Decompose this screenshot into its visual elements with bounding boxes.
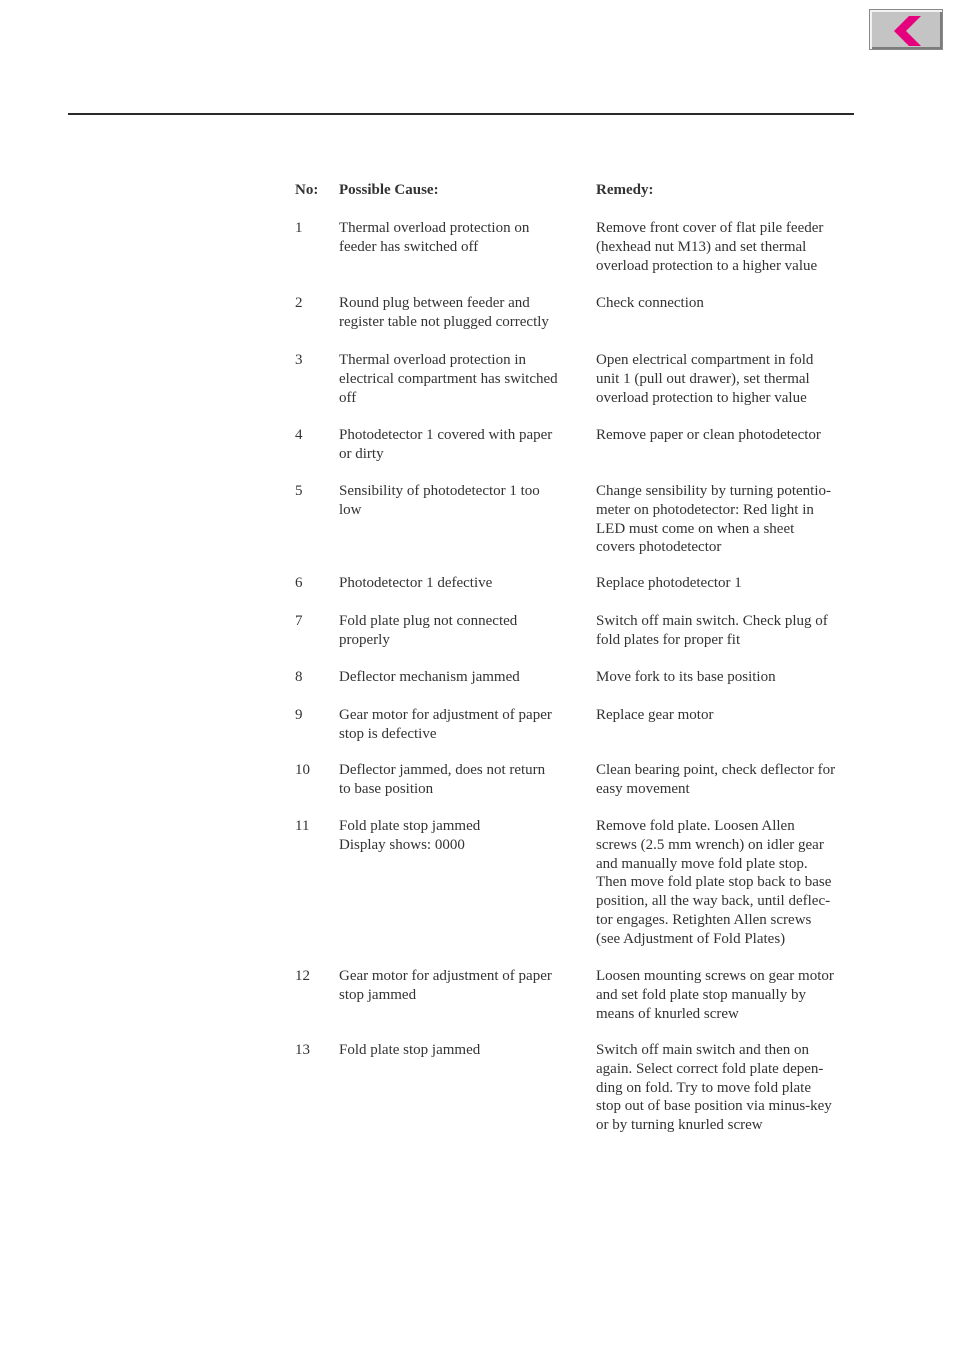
cause-line: Photodetector 1 defective <box>339 575 493 591</box>
cause-line: stop jammed <box>339 986 417 1003</box>
cause-line: electrical compartment has switched <box>339 370 558 387</box>
back-button[interactable] <box>869 9 943 50</box>
row-cause <box>339 482 579 520</box>
remedy-line: position, all the way back, until deflec- <box>596 893 831 910</box>
remedy-line: again. Select correct fold plate depen- <box>596 1060 824 1077</box>
row-cause <box>339 706 579 744</box>
cause-line: Fold plate stop jammed <box>339 818 481 834</box>
cause-line: Fold plate plug not connected <box>339 613 518 629</box>
row-cause <box>339 219 579 257</box>
remedy-line: Switch off main switch and then on <box>596 1042 810 1058</box>
row-number: 10 <box>295 762 310 778</box>
cause-line: Display shows: 0000 <box>339 836 465 853</box>
row-number: 2 <box>295 295 303 311</box>
remedy-line: Open electrical compartment in fold <box>596 352 814 368</box>
row-remedy <box>596 706 856 725</box>
remedy-line: covers photodetector <box>596 539 722 556</box>
cause-line: low <box>339 501 362 518</box>
row-cause <box>339 761 579 799</box>
row-cause <box>339 426 579 464</box>
remedy-line: screws (2.5 mm wrench) on idler gear <box>596 836 824 853</box>
cause-line: feeder has switched off <box>339 238 479 255</box>
remedy-line: and manually move fold plate stop. <box>596 855 808 872</box>
cause-line: Gear motor for adjustment of paper <box>339 707 552 723</box>
row-cause <box>339 967 579 1005</box>
cause-line: properly <box>339 631 390 648</box>
remedy-line: Remove paper or clean photodetector <box>596 427 821 443</box>
row-number: 5 <box>295 483 303 499</box>
remedy-line: Clean bearing point, check deflector for <box>596 762 836 778</box>
cause-line: Round plug between feeder and <box>339 295 530 311</box>
remedy-line: Check connection <box>596 295 704 311</box>
cause-line: or dirty <box>339 445 384 462</box>
cause-line: register table not plugged correctly <box>339 313 549 330</box>
header-divider <box>68 113 854 115</box>
row-number: 4 <box>295 427 303 443</box>
cause-line: Sensibility of photodetector 1 too <box>339 483 540 499</box>
remedy-line: unit 1 (pull out drawer), set thermal <box>596 370 810 387</box>
row-cause <box>339 294 579 332</box>
cause-line: Thermal overload protection in <box>339 352 527 368</box>
row-remedy <box>596 294 856 313</box>
remedy-line: Replace gear motor <box>596 707 714 723</box>
row-number: 12 <box>295 968 310 984</box>
row-cause <box>339 668 579 687</box>
cause-line: to base position <box>339 780 434 797</box>
remedy-line: Move fork to its base position <box>596 669 776 685</box>
cause-line: Photodetector 1 covered with paper <box>339 427 553 443</box>
remedy-line: fold plates for proper fit <box>596 631 741 648</box>
row-cause <box>339 1041 579 1060</box>
row-cause <box>339 612 579 650</box>
remedy-line: meter on photodetector: Red light in <box>596 501 814 518</box>
remedy-line: stop out of base position via minus-key <box>596 1098 832 1115</box>
remedy-line: Remove front cover of flat pile feeder <box>596 220 824 236</box>
row-cause <box>339 817 579 855</box>
remedy-line: Switch off main switch. Check plug of <box>596 613 828 629</box>
row-number: 1 <box>295 220 303 236</box>
cause-line: Deflector mechanism jammed <box>339 669 520 685</box>
row-number: 7 <box>295 613 303 629</box>
cause-line: off <box>339 389 357 406</box>
column-header-remedy: Remedy: <box>596 182 654 198</box>
column-header-cause: Possible Cause: <box>339 182 439 198</box>
remedy-line: Remove fold plate. Loosen Allen <box>596 818 795 834</box>
row-cause <box>339 574 579 593</box>
remedy-line: overload protection to higher value <box>596 389 807 406</box>
row-number: 3 <box>295 352 303 368</box>
remedy-line: Then move fold plate stop back to base <box>596 874 832 891</box>
cause-line: stop is defective <box>339 725 437 742</box>
row-remedy <box>596 967 856 1023</box>
row-remedy <box>596 574 856 593</box>
row-remedy <box>596 482 856 557</box>
row-remedy <box>596 612 856 650</box>
remedy-line: Change sensibility by turning potentio- <box>596 483 831 499</box>
row-remedy <box>596 426 856 445</box>
row-number: 6 <box>295 575 303 591</box>
table-header-row <box>295 181 855 217</box>
remedy-line: means of knurled screw <box>596 1005 739 1022</box>
remedy-line: Loosen mounting screws on gear motor <box>596 968 834 984</box>
remedy-line: overload protection to a higher value <box>596 257 818 274</box>
row-remedy <box>596 1041 856 1135</box>
troubleshooting-table <box>295 181 855 1134</box>
row-number: 8 <box>295 669 303 685</box>
remedy-line: Replace photodetector 1 <box>596 575 742 591</box>
row-remedy <box>596 817 856 949</box>
cause-line: Gear motor for adjustment of paper <box>339 968 552 984</box>
remedy-line: (hexhead nut M13) and set thermal <box>596 238 807 255</box>
remedy-line: or by turning knurled screw <box>596 1117 763 1134</box>
row-number: 11 <box>295 818 310 834</box>
row-number: 9 <box>295 707 303 723</box>
row-number: 13 <box>295 1042 310 1058</box>
remedy-line: LED must come on when a sheet <box>596 520 795 537</box>
remedy-line: (see Adjustment of Fold Plates) <box>596 930 786 947</box>
remedy-line: tor engages. Retighten Allen screws <box>596 911 812 928</box>
cause-line: Deflector jammed, does not return <box>339 762 546 778</box>
remedy-line: easy movement <box>596 780 690 797</box>
column-header-no: No: <box>295 182 319 198</box>
row-cause <box>339 351 579 407</box>
remedy-line: ding on fold. Try to move fold plate <box>596 1079 811 1096</box>
row-remedy <box>596 351 856 407</box>
row-remedy <box>596 219 856 275</box>
cause-line: Thermal overload protection on <box>339 220 530 236</box>
row-remedy <box>596 668 856 687</box>
row-remedy <box>596 761 856 799</box>
cause-line: Fold plate stop jammed <box>339 1042 481 1058</box>
remedy-line: and set fold plate stop manually by <box>596 986 806 1003</box>
chevron-left-icon <box>892 14 924 48</box>
